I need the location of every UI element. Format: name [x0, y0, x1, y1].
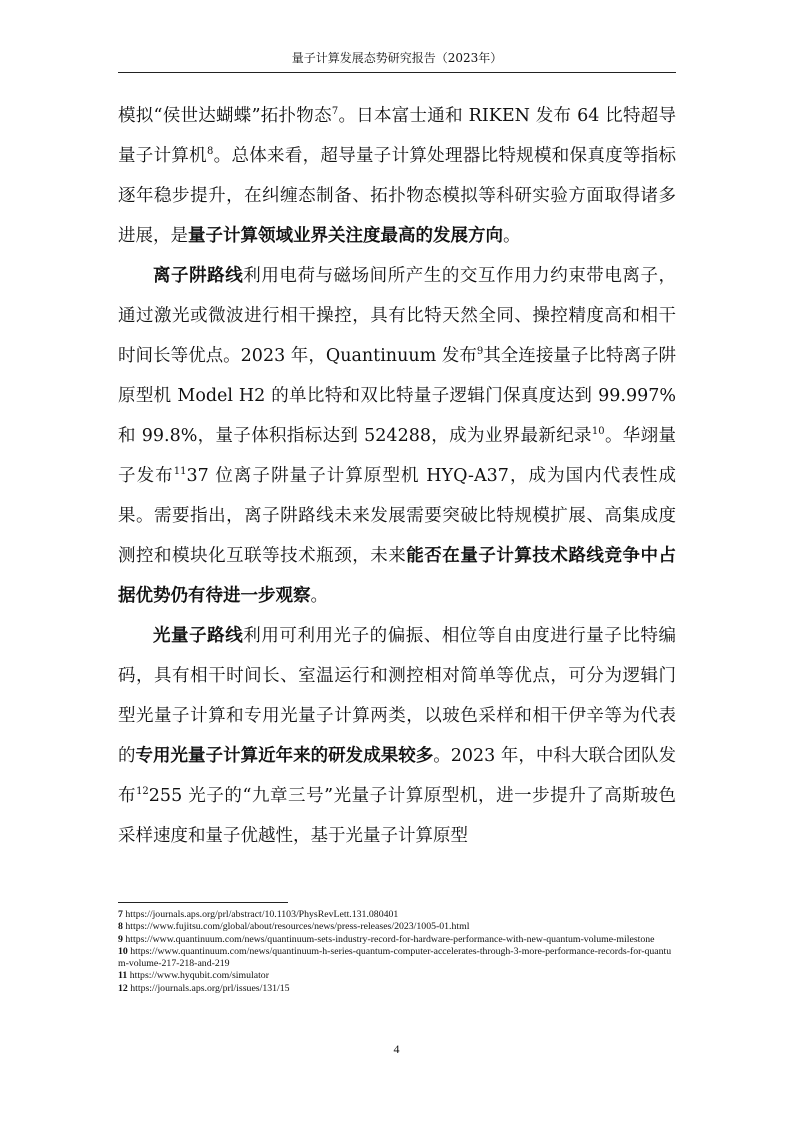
footnote-number: 11	[118, 970, 128, 982]
footnote-8	[118, 921, 678, 933]
footnote-link[interactable]: https://www.fujitsu.com/global/about/resources/news/press-releases/2023/1005-01.html	[122, 921, 470, 933]
footnote-ref-7[interactable]: 7	[331, 106, 339, 118]
paragraph-photonic	[118, 616, 676, 856]
text-run: 。	[503, 226, 521, 246]
footnote-number: 7	[118, 909, 123, 920]
footnote-ref-8[interactable]: 8	[206, 146, 214, 158]
footnote-link[interactable]: https://www.quantinuum.com/news/quantinuum-h-series-quantum-computer-accelerates-through-3-more-performance-records-for-quantum-volume-217-218-and-219	[118, 945, 672, 970]
bold-term-photonic: 光量子路线	[153, 626, 244, 646]
text-run: 其全连接量子比特离子阱原型机 Model H2 的单比特和双比特量子逻辑门保真度达到 99.997%和 99.8%，量子体积指标达到 524288，成为业界最新纪录	[118, 346, 676, 446]
bold-conclusion: 量子计算领域业界关注度最高的发展方向	[188, 226, 503, 246]
paragraph-superconducting-summary	[118, 96, 676, 256]
footnote-number: 10	[118, 945, 128, 957]
footnote-9	[118, 934, 678, 946]
footnote-link[interactable]: https://journals.aps.org/prl/issues/131/15	[127, 982, 290, 994]
text-run: 255 光子的“九章三号”光量子计算原型机，进一步提升了高斯玻色采样速度和量子优越性，基于光量子计算原型	[118, 786, 677, 846]
text-run: 37 位离子阱量子计算原型机 HYQ-A37，成为国内代表性成果。需要指出，离子阱路线未来发展需要突破比特规模扩展、高集成度测控和模块化互联等技术瓶颈，未来	[118, 466, 677, 566]
footnote-link[interactable]: https://www.quantinuum.com/news/quantinuum-sets-industry-record-for-hardware-performance-with-new-quantum-volume-milestone	[122, 933, 655, 945]
text-run: 。总体来看，超导量子计算处理器比特规模和保真度等指标逐年稳步提升，在纠缠态制备、拓扑物态模拟等科研实验方面取得诸多进展，是	[118, 146, 677, 246]
bold-term-ion-trap: 离子阱路线	[153, 266, 244, 286]
footnote-ref-10[interactable]: 10	[591, 426, 605, 438]
footnote-number: 9	[118, 933, 123, 945]
page-number: 4	[393, 1042, 400, 1056]
footnote-number: 8	[118, 921, 123, 933]
text-run: 利用可利用光子的偏振、相位等自由度进行量子比特编码，具有相干时间长、室温运行和测控相对简单等优点，可分为逻辑门型光量子计算和专用光量子计算两类，以玻色采样和相干伊辛等为代表的	[118, 626, 677, 766]
text-run: 。日本富士通和 RIKEN 发布 64 比特超导量子计算机	[118, 106, 676, 166]
header-divider	[118, 72, 676, 73]
running-header: 量子计算发展态势研究报告（2023年）	[291, 51, 503, 65]
text-run: 。华翊量子发布	[118, 426, 676, 486]
text-run: 利用电荷与磁场间所产生的交互作用力约束带电离子，通过激光或微波进行相干操控，具有比特天然全同、操控精度高和相干时间长等优点。2023 年，Quantinuum 发布	[118, 266, 677, 366]
footnotes	[118, 909, 678, 995]
bold-conclusion: 专用光量子计算近年来的研发成果较多	[135, 746, 434, 766]
text-run: 模拟“侯世达蝴蝶”拓扑物态	[118, 106, 332, 126]
body-text	[118, 96, 676, 856]
footnote-ref-9[interactable]: 9	[476, 346, 484, 358]
bold-conclusion: 能否在量子计算技术路线竞争中占据优势仍有待进一步观察	[118, 546, 676, 606]
footnote-number: 12	[118, 982, 128, 994]
footnote-ref-12[interactable]: 12	[136, 786, 149, 798]
footnote-link[interactable]: https://www.hyqubit.com/simulator	[127, 970, 269, 982]
footnote-7	[118, 909, 678, 921]
footnote-12	[118, 983, 678, 995]
text-run: 。	[310, 586, 328, 606]
footnote-link[interactable]: https://journals.aps.org/prl/abstract/10.1103/PhysRevLett.131.080401	[122, 909, 399, 920]
footnote-divider	[118, 902, 288, 903]
footnote-11	[118, 970, 678, 982]
footnote-ref-11[interactable]: 11	[173, 466, 187, 478]
paragraph-ion-trap	[118, 256, 676, 616]
text-run: 。2023 年，中科大联合团队发布	[118, 746, 676, 806]
footnote-10	[118, 946, 678, 971]
